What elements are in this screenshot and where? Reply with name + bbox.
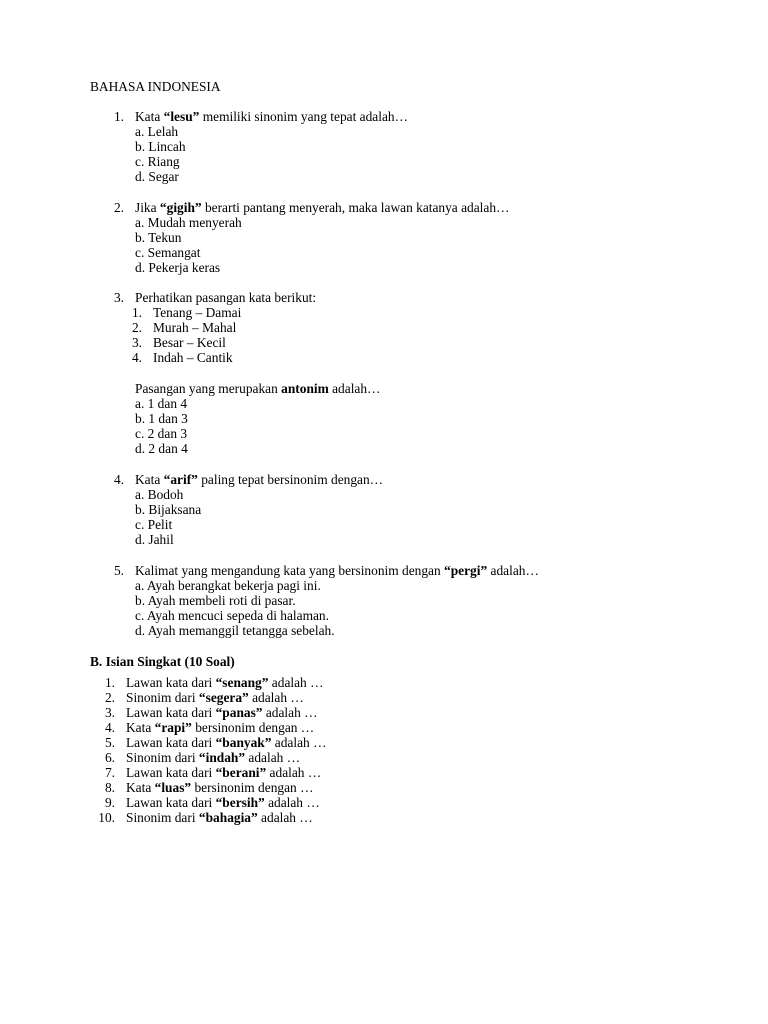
item-number: 10. <box>98 810 115 825</box>
option-b: b. Lincah <box>135 139 186 154</box>
short-answer-item: Kata “rapi” bersinonim dengan … <box>126 720 315 735</box>
option-d: d. Segar <box>135 169 179 184</box>
item-number: 1. <box>104 675 115 690</box>
option-d: d. Ayah memanggil tetangga sebelah. <box>135 623 335 638</box>
option-a: a. 1 dan 4 <box>135 396 188 411</box>
document-title: BAHASA INDONESIA <box>90 79 221 94</box>
item-number: 3. <box>104 705 115 720</box>
question-prompt: Jika “gigih” berarti pantang menyerah, maka lawan katanya adalah… <box>135 200 510 215</box>
option-d: d. Pekerja keras <box>135 260 221 275</box>
question-prompt: Perhatikan pasangan kata berikut: <box>135 290 317 305</box>
question-prompt: Kata “arif” paling tepat bersinonim dengan… <box>135 472 384 487</box>
short-answer-item: Sinonim dari “segera” adalah … <box>126 690 304 705</box>
option-a: a. Lelah <box>135 124 179 139</box>
option-a: a. Ayah berangkat bekerja pagi ini. <box>135 578 321 593</box>
option-c: c. Ayah mencuci sepeda di halaman. <box>135 608 329 623</box>
question-number: 2. <box>113 200 124 215</box>
item-number: 6. <box>104 750 115 765</box>
option-d: d. Jahil <box>135 532 174 547</box>
question-number: 3. <box>113 290 124 305</box>
question-number: 4. <box>113 472 124 487</box>
pair-number: 3. <box>131 335 142 350</box>
short-answer-item: Lawan kata dari “panas” adalah … <box>126 705 318 720</box>
option-a: a. Bodoh <box>135 487 184 502</box>
item-number: 2. <box>104 690 115 705</box>
short-answer-item: Kata “luas” bersinonim dengan … <box>126 780 314 795</box>
option-c: c. Semangat <box>135 245 201 260</box>
option-a: a. Mudah menyerah <box>135 215 242 230</box>
short-answer-item: Lawan kata dari “berani” adalah … <box>126 765 322 780</box>
pair-text: Indah – Cantik <box>153 350 233 365</box>
short-answer-item: Lawan kata dari “senang” adalah … <box>126 675 324 690</box>
pair-text: Murah – Mahal <box>153 320 237 335</box>
question-prompt: Kalimat yang mengandung kata yang bersinonim dengan “pergi” adalah… <box>135 563 539 578</box>
item-number: 7. <box>104 765 115 780</box>
short-answer-item: Lawan kata dari “banyak” adalah … <box>126 735 327 750</box>
section-b-heading: B. Isian Singkat (10 Soal) <box>90 654 235 669</box>
pair-text: Besar – Kecil <box>153 335 226 350</box>
question-prompt: Kata “lesu” memiliki sinonim yang tepat adalah… <box>135 109 408 124</box>
short-answer-item: Lawan kata dari “bersih” adalah … <box>126 795 320 810</box>
pair-number: 4. <box>131 350 142 365</box>
question-number: 1. <box>113 109 124 124</box>
question-subprompt: Pasangan yang merupakan antonim adalah… <box>135 381 381 396</box>
short-answer-item: Sinonim dari “bahagia” adalah … <box>126 810 313 825</box>
item-number: 5. <box>104 735 115 750</box>
question-number: 5. <box>113 563 124 578</box>
pair-number: 2. <box>131 320 142 335</box>
pair-text: Tenang – Damai <box>153 305 242 320</box>
option-b: b. Bijaksana <box>135 502 202 517</box>
option-c: c. Riang <box>135 154 180 169</box>
option-b: b. 1 dan 3 <box>135 411 188 426</box>
option-b: b. Ayah membeli roti di pasar. <box>135 593 296 608</box>
option-c: c. 2 dan 3 <box>135 426 188 441</box>
option-c: c. Pelit <box>135 517 173 532</box>
option-b: b. Tekun <box>135 230 182 245</box>
option-d: d. 2 dan 4 <box>135 441 188 456</box>
item-number: 9. <box>104 795 115 810</box>
pair-number: 1. <box>131 305 142 320</box>
item-number: 4. <box>104 720 115 735</box>
item-number: 8. <box>104 780 115 795</box>
short-answer-item: Sinonim dari “indah” adalah … <box>126 750 301 765</box>
